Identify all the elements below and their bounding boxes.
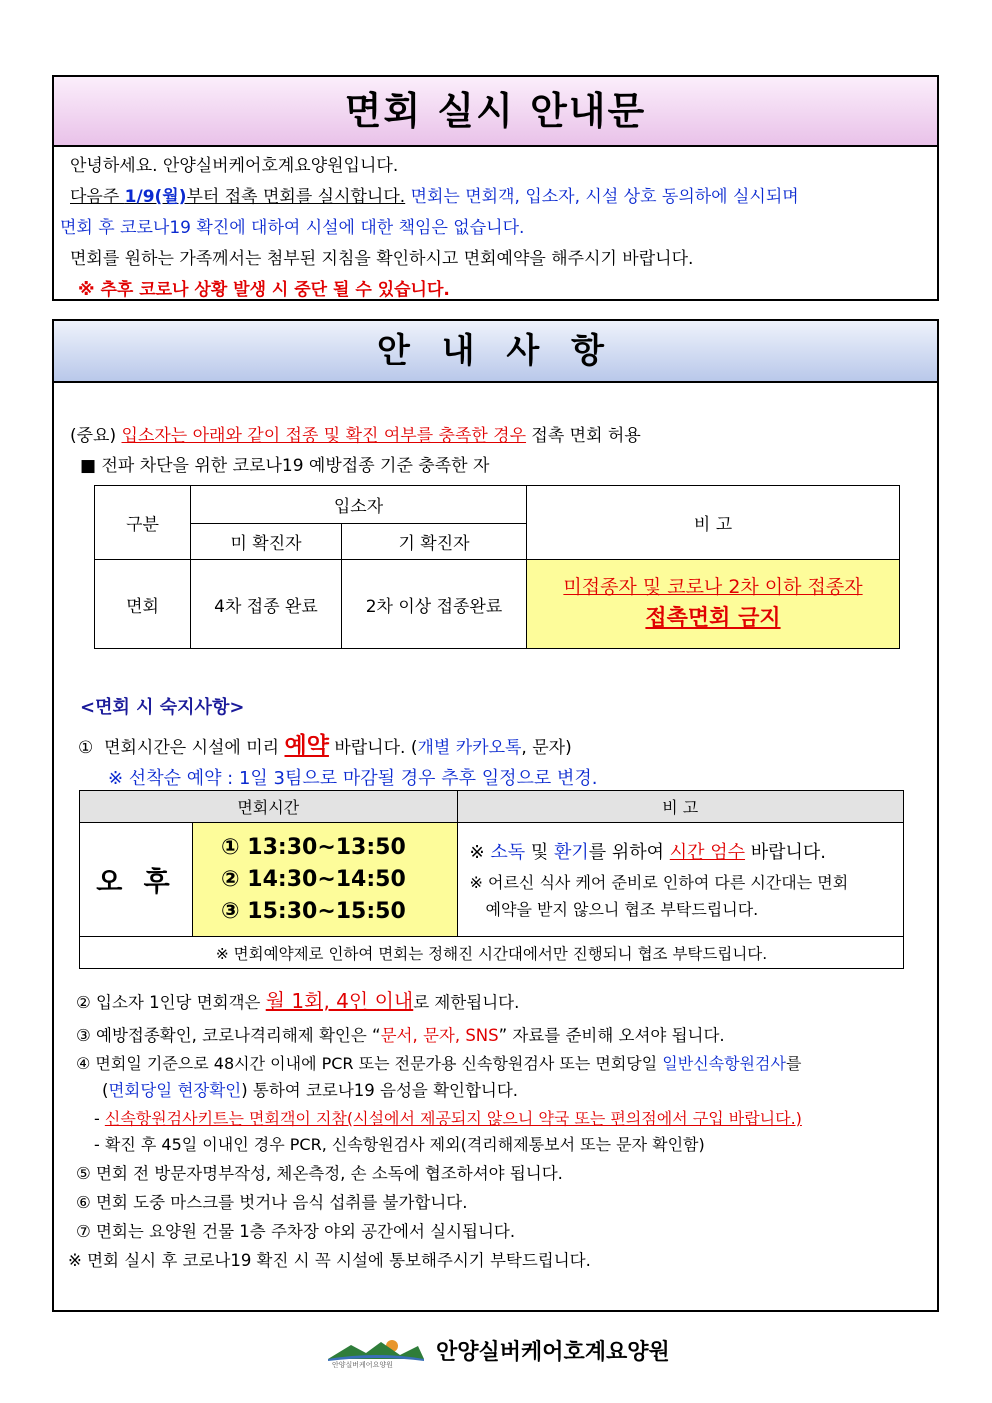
rules-title: <면회 시 숙지사항> (80, 697, 245, 718)
guide-title: 안 내 사 항 (54, 321, 937, 383)
time-slot: ① 13:30~13:50 (221, 834, 406, 860)
eligibility-table (94, 485, 900, 649)
org-name: 안양실버케어호계요양원 (436, 1340, 670, 1365)
notice-line-3: 면회 후 코로나19 확진에 대하여 시설에 대한 책임은 없습니다. (60, 218, 525, 238)
rule-4-sub-2: - 확진 후 45일 이내인 경우 PCR, 신속항원검사 제외(격리해제통보서 또는 문자 확인함) (94, 1135, 705, 1154)
row-label: 면회 (95, 560, 191, 649)
rule-4-sub-1: - 신속항원검사키트는 면회객이 지참(시설에서 제공되지 않으니 약국 또는 편의점에서 구입 바랍니다.) (94, 1109, 802, 1128)
start-date-text: 다음주 1/9(월)부터 접촉 면회를 실시합니다. (70, 187, 406, 207)
notice-line-4: 면회를 원하는 가족께서는 첨부된 지침을 확인하시고 면회예약을 해주시기 바랍니다. (70, 249, 694, 269)
rule-3: ③ 예방접종확인, 코로나격리해제 확인은 “문서, 문자, SNS” 자료를 준비해 오셔야 됩니다. (76, 1026, 725, 1045)
time-slot: ② 14:30~14:50 (221, 866, 406, 892)
cell-restriction: 미접종자 및 코로나 2차 이하 접종자 접촉면회 금지 (527, 560, 900, 649)
rule-5: ⑤ 면회 전 방문자명부작성, 체온측정, 손 소독에 협조하셔야 됩니다. (76, 1164, 563, 1183)
th-category: 구분 (95, 486, 191, 560)
criteria-line: ■ 전파 차단을 위한 코로나19 예방접종 기준 충족한 자 (80, 456, 490, 476)
final-note: ※ 면회 실시 후 코로나19 확진 시 꼭 시설에 통보해주시기 부탁드립니다. (68, 1251, 591, 1270)
notice-box (52, 75, 939, 301)
rule-4-line-2: (면회당일 현장확인) 통하여 코로나19 음성을 확인합니다. (102, 1081, 519, 1100)
th-unconfirmed: 미 확진자 (191, 524, 342, 560)
period-label: 오 후 (80, 823, 193, 937)
cell-confirmed: 2차 이상 접종완료 (342, 560, 527, 649)
rule-1-note: ※ 선착순 예약 : 1일 3팀으로 마감될 경우 추후 일정으로 변경. (108, 768, 598, 789)
notice-warning: ※ 추후 코로나 상황 발생 시 중단 될 수 있습니다. (78, 280, 450, 300)
time-slots (193, 823, 458, 937)
guide-box (52, 319, 939, 1312)
th-resident: 입소자 (191, 486, 527, 524)
rule-7: ⑦ 면회는 요양원 건물 1층 주차장 야외 공간에서 실시됩니다. (76, 1222, 516, 1241)
th-schedule-note: 비 고 (457, 791, 903, 823)
th-time: 면회시간 (80, 791, 458, 823)
th-confirmed: 기 확진자 (342, 524, 527, 560)
greeting: 안녕하세요. 안양실버케어호계요양원입니다. (70, 156, 399, 176)
th-note: 비 고 (527, 486, 900, 560)
schedule-note: ※ 소독 및 환기를 위하여 시간 엄수 바랍니다. ※ 어르신 식사 케어 준비로 인하여 다른 시간대는 면회 예약을 받지 않으니 협조 부탁드립니다. (457, 823, 903, 937)
important-line: (중요) 입소자는 아래와 같이 접종 및 확진 여부를 충족한 경우 접촉 면회 허용 (70, 426, 641, 446)
notice-body (54, 147, 937, 306)
rule-1: ① 면회시간은 시설에 미리 예약 바랍니다. (개별 카카오톡, 문자) (78, 733, 572, 759)
cell-unconfirmed: 4차 접종 완료 (191, 560, 342, 649)
notice-title: 면회 실시 안내문 (54, 77, 937, 147)
logo-small-text: 안양실버케어요양원 (332, 1361, 393, 1369)
schedule-footer: ※ 면회예약제로 인하여 면회는 정해진 시간대에서만 진행되니 협조 부탁드립니다. (80, 937, 904, 969)
rule-2: ② 입소자 1인당 면회객은 월 1회, 4인 이내로 제한됩니다. (76, 989, 520, 1013)
footer (326, 1333, 706, 1369)
rule-4: ④ 면회일 기준으로 48시간 이내에 PCR 또는 전문가용 신속항원검사 또는 면회당일 일반신속항원검사를 (76, 1054, 802, 1073)
notice-line-2: 다음주 1/9(월)부터 접촉 면회를 실시합니다. 면회는 면회객, 입소자, 시설 상호 동의하에 실시되며 (70, 187, 799, 207)
rule-6: ⑥ 면회 도중 마스크를 벗거나 음식 섭취를 불가합니다. (76, 1193, 468, 1212)
time-slot: ③ 15:30~15:50 (221, 898, 406, 924)
schedule-table (79, 790, 904, 969)
